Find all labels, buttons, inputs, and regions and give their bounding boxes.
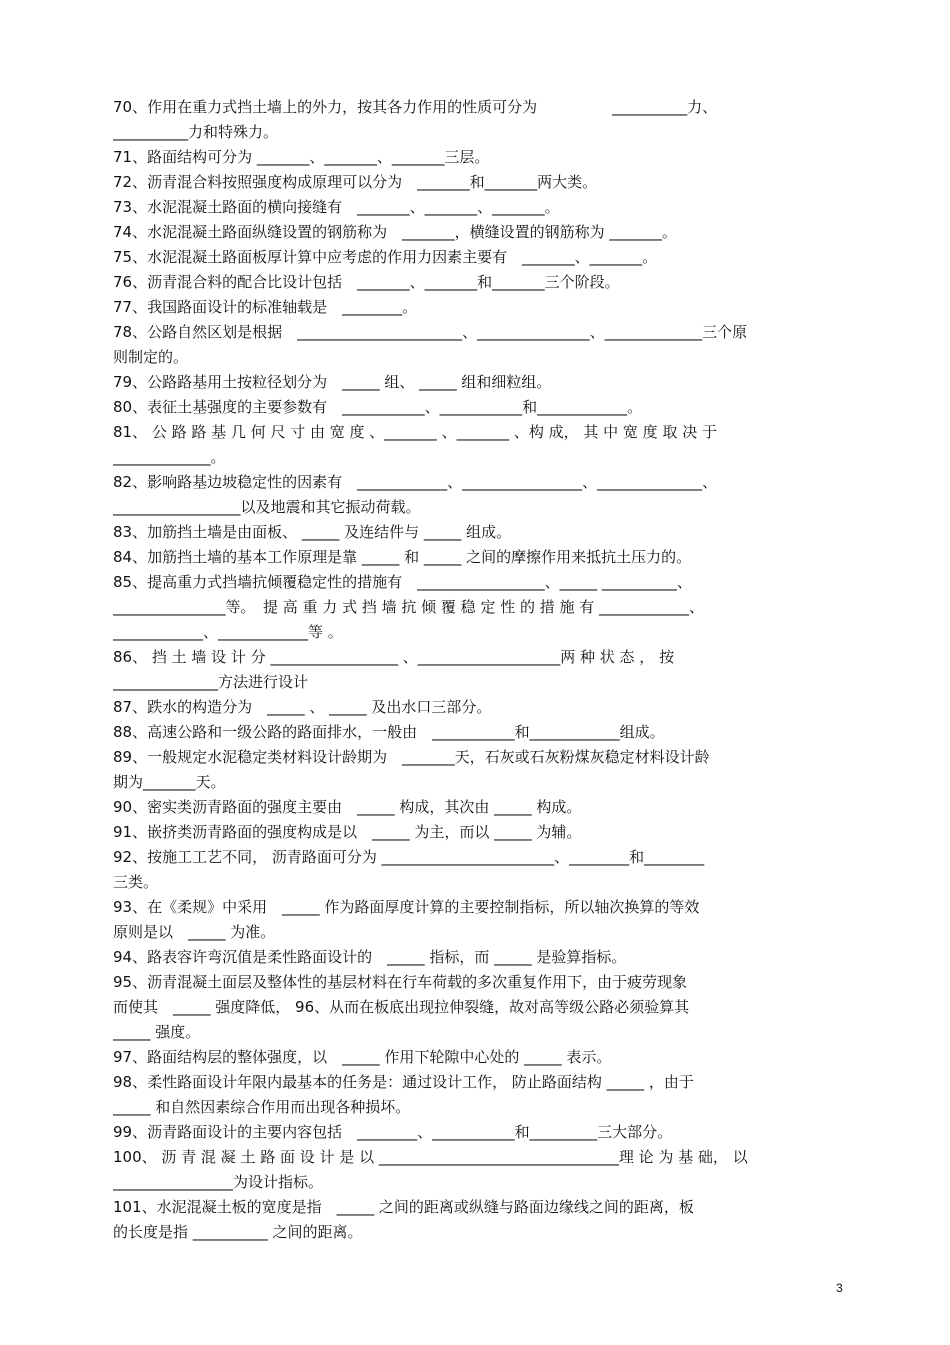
question-line: _____ 强度。: [113, 1023, 201, 1041]
question-line: 90、密实类沥青路面的强度主要由 _____ 构成，其次由 _____ 构成。: [113, 798, 582, 816]
question-line: 92、按施工工艺不同， 沥青路面可分为 _______________________、________和________: [113, 848, 705, 866]
page-number: 3: [836, 1281, 843, 1295]
question-line: 73、水泥混凝土路面的横向接缝有 _______、_______、_______。: [113, 198, 560, 216]
question-line: 的长度是指 __________ 之间的距离。: [113, 1223, 363, 1241]
question-line: 71、路面结构可分为 _______、_______、_______三层。: [113, 148, 490, 166]
question-line: 75、水泥混凝土路面板厚计算中应考虑的作用力因素主要有 _______、_______。: [113, 248, 658, 266]
question-line: _____ 和自然因素综合作用而出现各种损坏。: [113, 1098, 411, 1116]
question-line: 101、水泥混凝土板的宽度是指 _____ 之间的距离或纵缝与路面边缘线之间的距离，板: [113, 1198, 694, 1216]
question-line: 100、 沥 青 混 凝 土 路 面 设 计 是 以 ________________________________理 论 为 基 础， 以: [113, 1148, 748, 1166]
question-line: 三类。: [113, 873, 159, 891]
question-line: 74、水泥混凝土路面纵缝设置的钢筋称为 _______，横缝设置的钢筋称为 _______。: [113, 223, 677, 241]
question-line: 83、加筋挡土墙是由面板、 _____ 及连结件与 _____ 组成。: [113, 523, 512, 541]
question-line: 则制定的。: [113, 348, 189, 366]
question-line: 原则是以 _____ 为准。: [113, 923, 276, 941]
question-line: 91、嵌挤类沥青路面的强度构成是以 _____ 为主，而以 _____ 为辅。: [113, 823, 582, 841]
question-line: 84、加筋挡土墙的基本工作原理是靠 _____ 和 _____ 之间的摩擦作用来抵抗土压力的。: [113, 548, 692, 566]
question-line: _________________以及地震和其它振动荷载。: [113, 498, 421, 516]
question-line: 82、影响路基边坡稳定性的因素有 ____________、________________、______________、: [113, 473, 718, 491]
question-line: _______________等。 提 高 重 力 式 挡 墙 抗 倾 覆 稳 定 性 的 措 施 有 ____________、: [113, 598, 705, 616]
question-line: 95、沥青混凝土面层及整体性的基层材料在行车荷载的多次重复作用下，由于疲劳现象: [113, 973, 688, 991]
question-line: _____________。: [113, 448, 226, 466]
question-line: 70、作用在重力式挡土墙上的外力，按其各力作用的性质可分为 __________力、: [113, 98, 718, 116]
question-line: 93、在《柔规》中采用 _____ 作为路面厚度计算的主要控制指标，所以轴次换算的等效: [113, 898, 700, 916]
question-line: 86、 挡 土 墙 设 计 分 _________________ 、___________________两 种 状 态 ， 按: [113, 648, 675, 666]
question-line: ________________为设计指标。: [113, 1173, 324, 1191]
question-line: 98、柔性路面设计年限内最基本的任务是：通过设计工作， 防止路面结构 _____ ，由于: [113, 1073, 694, 1091]
question-line: 89、一般规定水泥稳定类材料设计龄期为 _______天，石灰或石灰粉煤灰稳定材料设计龄: [113, 748, 710, 766]
question-line: 76、沥青混合料的配合比设计包括 _______、_______和_______三个阶段。: [113, 273, 620, 291]
question-line: 94、路表容许弯沉值是柔性路面设计的 _____ 指标，而 _____ 是验算指标。: [113, 948, 627, 966]
question-line: __________力和特殊力。: [113, 123, 279, 141]
question-line: 99、沥青路面设计的主要内容包括 ________、___________和_________三大部分。: [113, 1123, 673, 1141]
question-line: 97、路面结构层的整体强度，以 _____ 作用下轮隙中心处的 _____ 表示。: [113, 1048, 612, 1066]
question-line: 80、表征土基强度的主要参数有 ___________、___________和____________。: [113, 398, 643, 416]
question-line: 72、沥青混合料按照强度构成原理可以分为 _______和_______两大类。: [113, 173, 598, 191]
question-line: 79、公路路基用土按粒径划分为 _____ 组、 _____ 组和细粒组。: [113, 373, 552, 391]
question-line: 78、公路自然区划是根据 ______________________、_______________、_____________三个原: [113, 323, 748, 341]
question-line: 87、跌水的构造分为 _____ 、 _____ 及出水口三部分。: [113, 698, 492, 716]
question-line: 88、高速公路和一级公路的路面排水，一般由 ___________和____________组成。: [113, 723, 665, 741]
question-list: [113, 95, 848, 1245]
question-line: 期为_______天。: [113, 773, 226, 791]
question-line: ____________、____________等 。: [113, 623, 343, 641]
question-line: 81、 公 路 路 基 几 何 尺 寸 由 宽 度 、_______ 、_______ 、构 成， 其 中 宽 度 取 决 于: [113, 423, 717, 441]
question-line: ______________方法进行设计: [113, 673, 309, 691]
question-line: 85、提高重力式挡墙抗倾覆稳定性的措施有 _________________、_____ __________、: [113, 573, 692, 591]
question-line: 而使其 _____ 强度降低， 96、从而在板底出现拉伸裂缝，故对高等级公路必须验算其: [113, 998, 690, 1016]
question-line: 77、我国路面设计的标准轴载是 ________。: [113, 298, 418, 316]
